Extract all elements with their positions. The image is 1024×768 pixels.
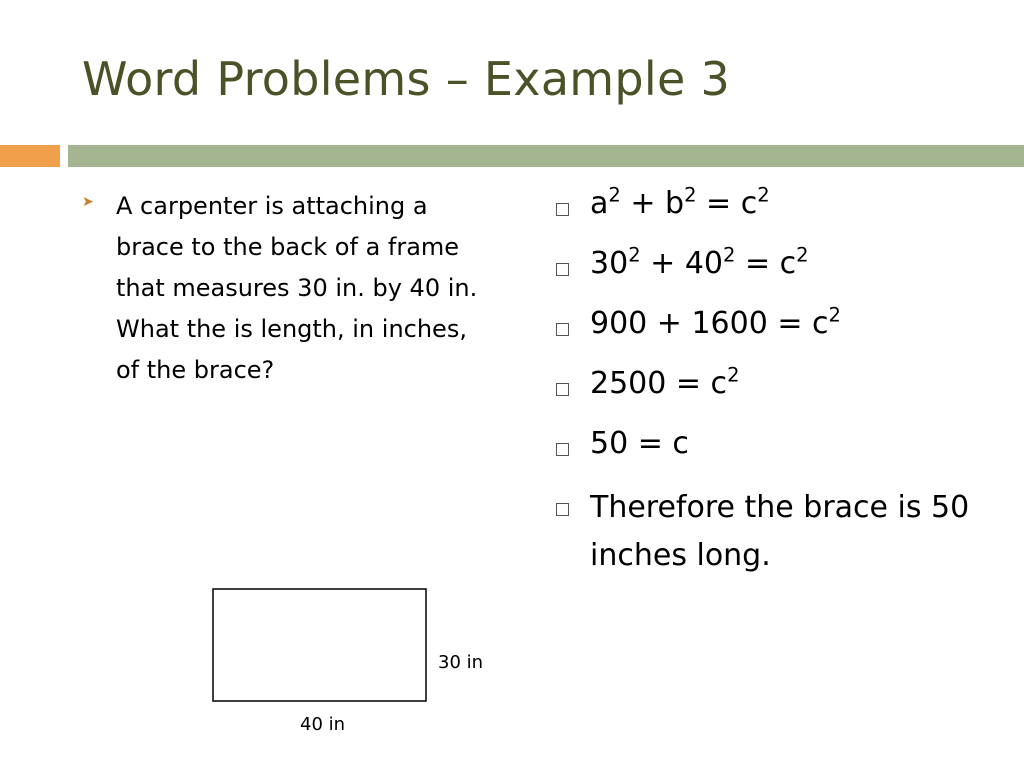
square-bullet-icon — [556, 383, 569, 396]
equation-item — [556, 363, 986, 426]
square-bullet-icon — [556, 443, 569, 456]
equation-item — [556, 243, 986, 306]
height-label: 30 in — [438, 652, 484, 673]
arrow-bullet-icon: ➤ — [82, 194, 94, 210]
equation-text: $2500 = c^2$ — [590, 363, 740, 401]
conclusion-text: Therefore the brace is 50 inches long. — [590, 490, 970, 573]
square-bullet-icon — [556, 503, 569, 516]
accent-bar-orange — [0, 145, 60, 167]
conclusion-item — [556, 486, 986, 586]
equation-item — [556, 303, 986, 366]
square-bullet-icon — [556, 203, 569, 216]
equation-text: $a^2 + b^2 = c^2$ — [590, 183, 770, 221]
slide-title: Word Problems – Example 3 — [82, 52, 731, 106]
equation-text: 50 = c — [590, 426, 689, 461]
solution-section — [556, 183, 986, 586]
equation-item — [556, 183, 986, 246]
equation-item — [556, 426, 986, 486]
accent-bar-green — [68, 145, 1024, 167]
square-bullet-icon — [556, 323, 569, 336]
frame-rectangle — [213, 589, 426, 701]
width-label: 40 in — [300, 714, 346, 735]
problem-text: A carpenter is attaching a brace to the back of a frame that measures 30 in. by 40 in. What the is length, in inches, of the brace? — [116, 192, 478, 384]
equation-text: $30^2 + 40^2 = c^2$ — [590, 243, 809, 281]
equation-text: $900 + 1600 = c^2$ — [590, 303, 841, 341]
square-bullet-icon — [556, 263, 569, 276]
